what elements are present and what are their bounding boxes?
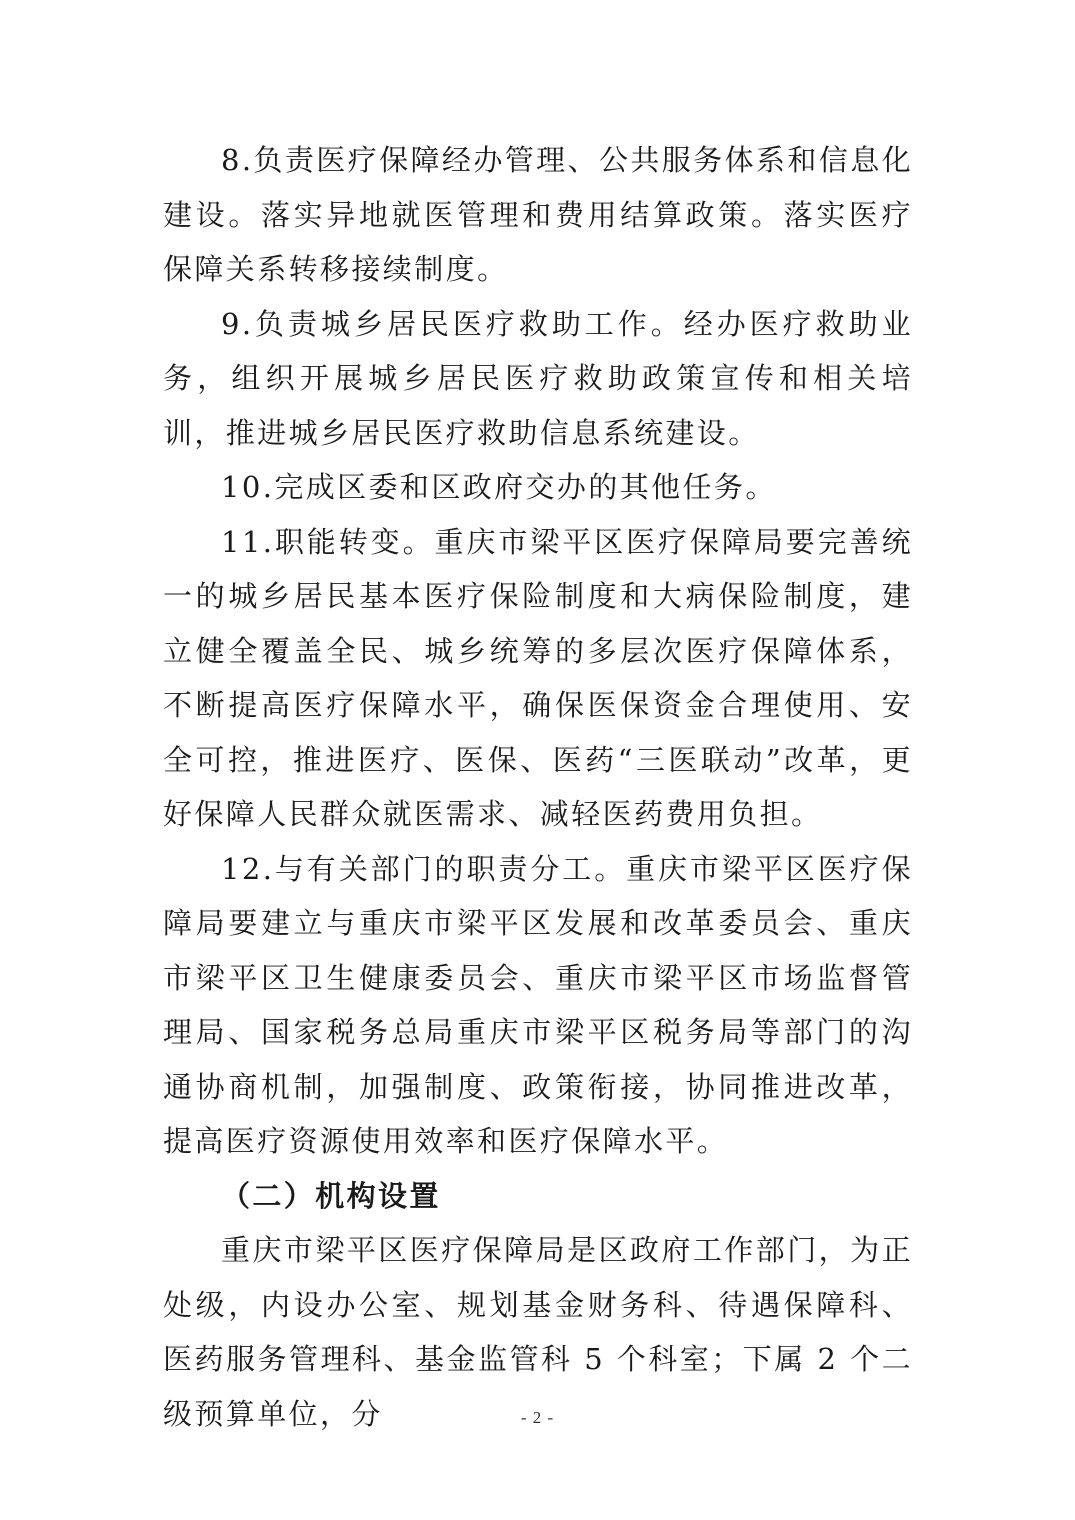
page-number: - 2 -	[520, 1408, 555, 1427]
paragraph-item-8: 8.负责医疗保障经办管理、公共服务体系和信息化建设。落实异地就医管理和费用结算政策。落实医疗保障关系转移接续制度。	[163, 143, 913, 286]
document-body	[163, 133, 913, 1441]
paragraph-item-9: 9.负责城乡居民医疗救助工作。经办医疗救助业务，组织开展城乡居民医疗救助政策宣传和相关培训，推进城乡居民医疗救助信息系统建设。	[163, 306, 913, 450]
section-paragraph: 重庆市梁平区医疗保障局是区政府工作部门，为正处级，内设办公室、规划基金财务科、待遇保障科、医药服务管理科、基金监管科 5 个科室；下属 2 个二级预算单位，分	[163, 1233, 913, 1431]
paragraph-item-10: 10.完成区委和区政府交办的其他任务。	[221, 470, 777, 504]
paragraph-item-11: 11.职能转变。重庆市梁平区医疗保障局要完善统一的城乡居民基本医疗保险制度和大病保险制度，建立健全覆盖全民、城乡统筹的多层次医疗保障体系，不断提高医疗保障水平，确保医保资金合理使用、安全可控，推进医疗、医保、医药“三医联动”改革，更好保障人民群众就医需求、减轻医药费用负担。	[163, 524, 913, 831]
paragraph-item-12: 12.与有关部门的职责分工。重庆市梁平区医疗保障局要建立与重庆市梁平区发展和改革委员会、重庆市梁平区卫生健康委员会、重庆市梁平区市场监督管理局、国家税务总局重庆市梁平区税务局等部门的沟通协商机制，加强制度、政策衔接，协同推进改革，提高医疗资源使用效率和医疗保障水平。	[163, 851, 913, 1158]
section-heading: （二）机构设置	[221, 1178, 441, 1213]
